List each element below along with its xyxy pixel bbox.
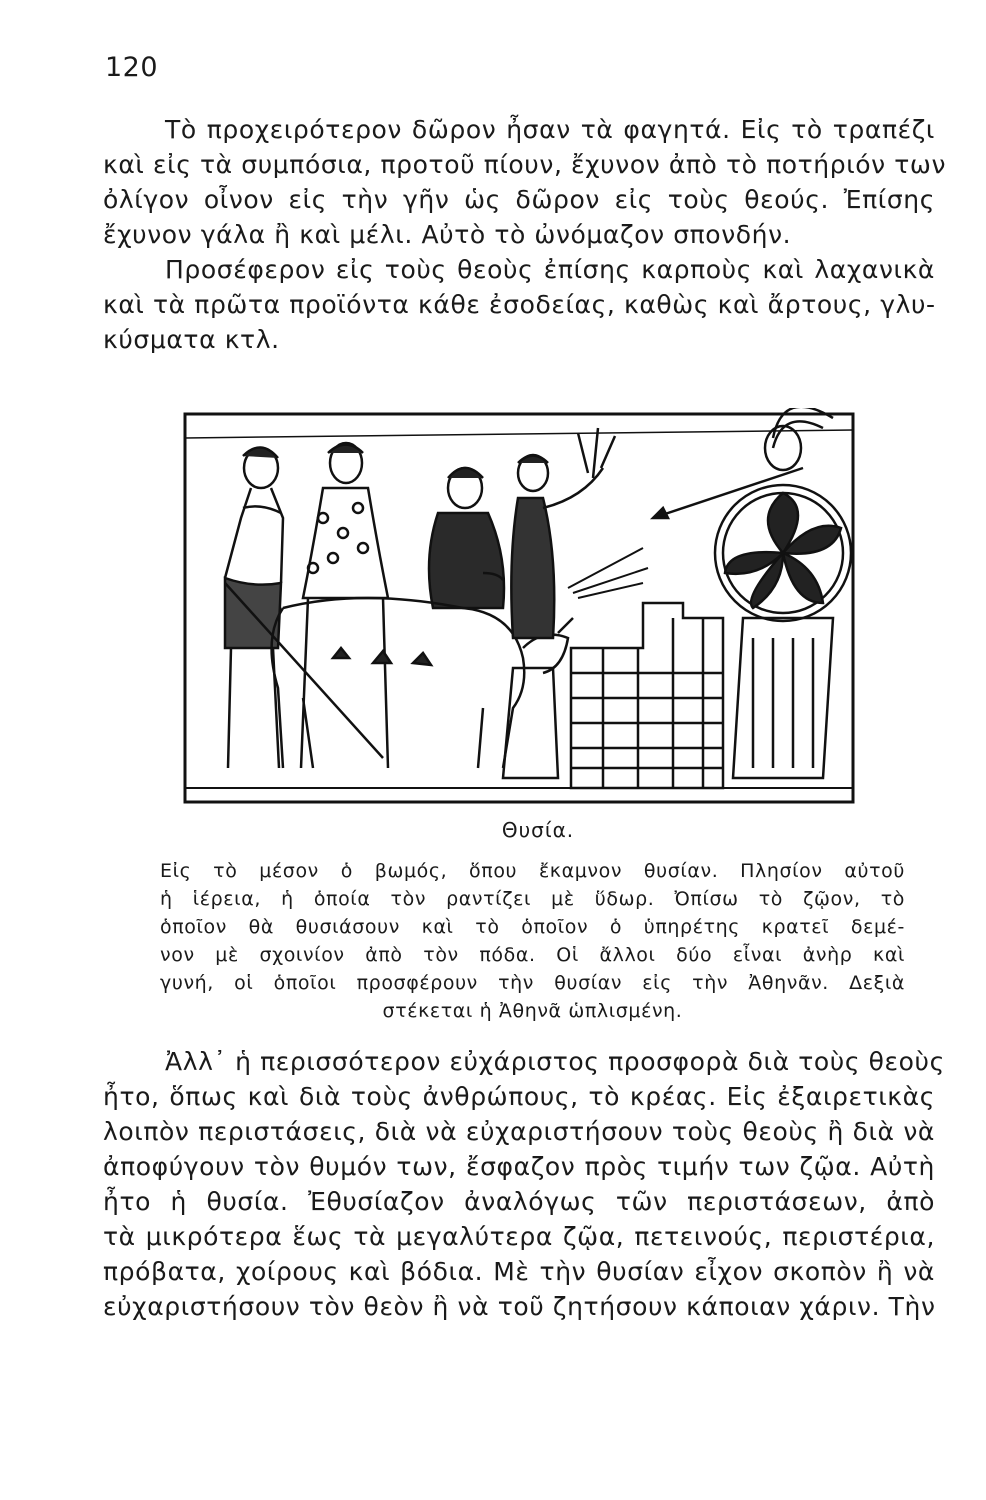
- text-line: Τὸ προχειρότερον δῶρον ἦσαν τὰ φαγητά. Εἰς τὸ τραπέζι: [165, 115, 935, 144]
- caption-line: γυνή, οἱ ὁποῖοι προσφέρουν τὴν θυσίαν εἰς τὴν Ἀθηνᾶν. Δεξιὰ: [160, 972, 905, 994]
- figure-caption: [160, 857, 905, 1025]
- top-border-line: [185, 430, 853, 438]
- caption-line: ὁποῖον θὰ θυσιάσουν καὶ τὸ ὁποῖον ὁ ὑπηρέτης κρατεῖ δεμέ-: [160, 916, 905, 938]
- vase-painting-drawing: [183, 408, 855, 808]
- wheat-sheaf: [568, 548, 648, 598]
- caption-line: στέκεται ἡ Ἀθηνᾶ ὡπλισμένη.: [382, 1000, 683, 1022]
- altar: [571, 603, 723, 788]
- text-line: πρόβατα, χοίρους καὶ βόδια. Μὲ τὴν θυσίαν εἶχον σκοπὸν ἢ νὰ: [103, 1257, 935, 1286]
- text-line: καὶ τὰ πρῶτα προϊόντα κάθε ἐσοδείας, καθὼς καὶ ἄρτους, γλυ-: [103, 290, 936, 319]
- sacrifice-illustration: [183, 408, 855, 808]
- text-line: ἀποφύγουν τὸν θυμόν των, ἔσφαζον πρὸς τιμήν των ζῷα. Αὐτὴ: [103, 1152, 935, 1181]
- priestess-figure: [503, 428, 615, 778]
- text-line: ἦτο, ὅπως καὶ διὰ τοὺς ἀνθρώπους, τὸ κρέας. Εἰς ἐξαιρετικὰς: [103, 1082, 935, 1111]
- text-line: καὶ εἰς τὰ συμπόσια, προτοῦ πίουν, ἔχυνον ἀπὸ τὸ ποτήριόν των: [103, 150, 947, 179]
- text-line: Προσέφερον εἰς τοὺς θεοὺς ἐπίσης καρποὺς καὶ λαχανικὰ: [165, 255, 935, 284]
- text-line: ἔχυνον γάλα ἢ καὶ μέλι. Αὐτὸ τὸ ὠνόμαζον σπονδήν.: [103, 220, 792, 249]
- text-line: εὐχαριστήσουν τὸν θεὸν ἢ νὰ τοῦ ζητήσουν κάποιαν χάριν. Τὴν: [103, 1292, 936, 1321]
- text-line: κύσματα κτλ.: [103, 325, 280, 354]
- caption-line: ἡ ἱέρεια, ἡ ὁποία τὸν ραντίζει μὲ ὕδωρ. Ὀπίσω τὸ ζῷον, τὸ: [160, 888, 905, 910]
- caption-line: νον μὲ σχοινίον ἀπὸ τὸν πόδα. Οἱ ἄλλοι δύο εἶναι ἀνὴρ καὶ: [160, 944, 905, 966]
- text-line: Ἀλλ᾽ ἡ περισσότερον εὐχάριστος προσφορὰ διὰ τοὺς θεοὺς: [165, 1047, 945, 1076]
- man-offering-figure: [429, 468, 504, 608]
- bottom-paragraph: [103, 1044, 945, 1324]
- text-line: τὰ μικρότερα ἕως τὰ μεγαλύτερα ζῷα, πετεινούς, περιστέρια,: [103, 1222, 935, 1251]
- woman-offering-figure: [301, 443, 388, 768]
- text-line: λοιπὸν περιστάσεις, διὰ νὰ εὐχαριστήσουν τοὺς θεοὺς ἢ διὰ νὰ: [103, 1117, 935, 1146]
- top-paragraphs: [103, 112, 947, 357]
- caption-line: Εἰς τὸ μέσον ὁ βωμός, ὅπου ἔκαμνον θυσίαν. Πλησίον αὐτοῦ: [160, 860, 905, 882]
- text-line: ἦτο ἡ θυσία. Ἐθυσίαζον ἀναλόγως τῶν περιστάσεων, ἀπὸ: [103, 1187, 935, 1216]
- figure-title: Θυσία.: [501, 818, 575, 842]
- text-line: ὀλίγον οἶνον εἰς τὴν γῆν ὡς δῶρον εἰς τοὺς θεούς. Ἐπίσης: [103, 185, 935, 214]
- page-number: 120: [105, 52, 159, 83]
